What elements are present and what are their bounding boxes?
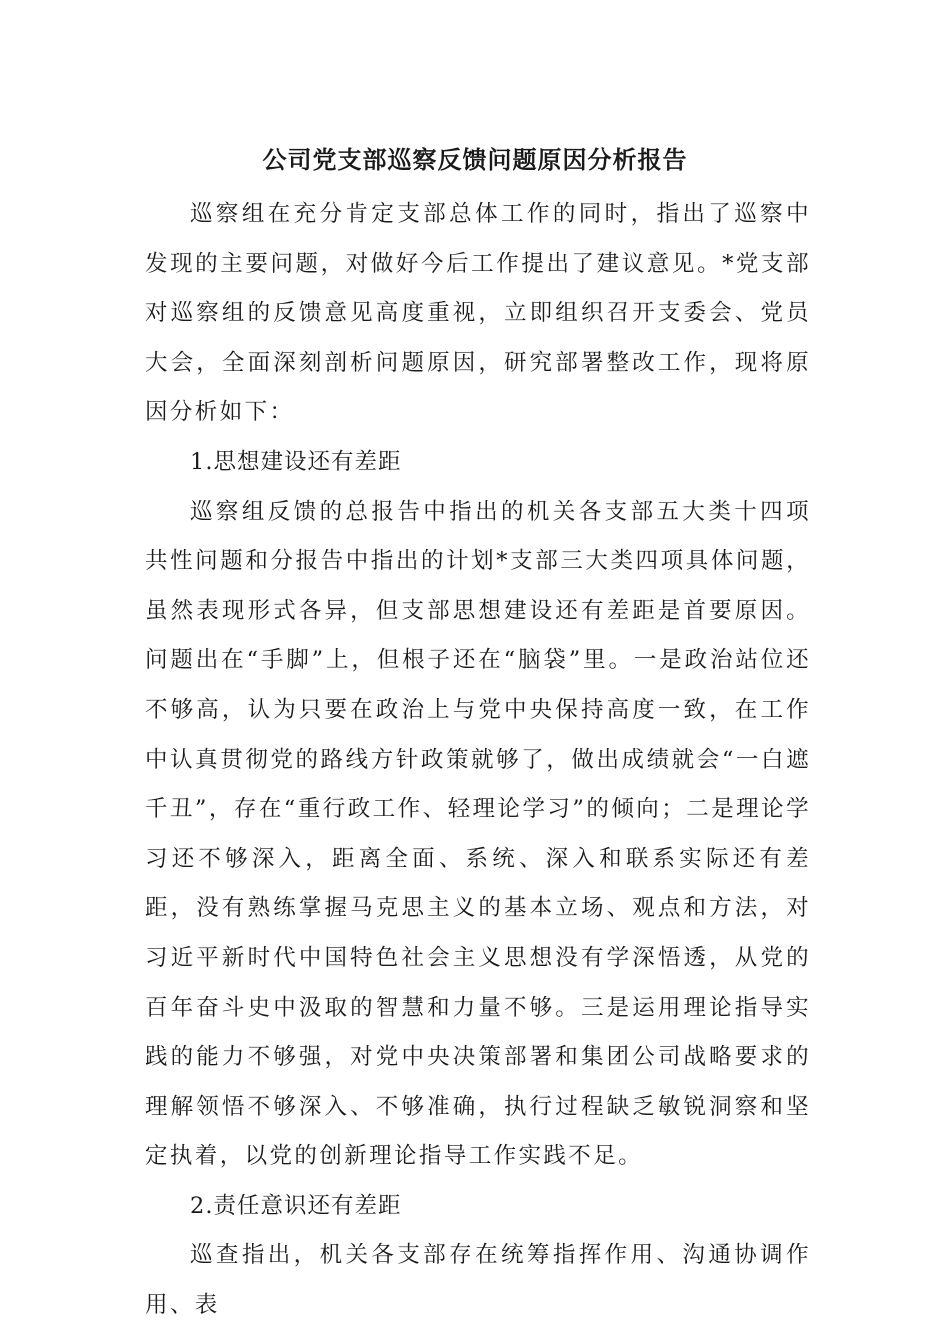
section-heading-2: 2.责任意识还有差距 bbox=[190, 1192, 402, 1219]
document-title: 公司党支部巡察反馈问题原因分析报告 bbox=[262, 145, 688, 174]
section-heading-1: 1.思想建设还有差距 bbox=[190, 448, 402, 475]
intro-paragraph: 巡察组在充分肯定支部总体工作的同时，指出了巡察中发现的主要问题，对做好今后工作提出了建议意见。*党支部对巡察组的反馈意见高度重视，立即组织召开支委会、党员大会，全面深刻剖析问题原因，研究部署整改工作，现将原因分析如下： bbox=[145, 201, 811, 426]
document-body bbox=[145, 190, 811, 1331]
section-1-paragraph: 巡察组反馈的总报告中指出的机关各支部五大类十四项共性问题和分报告中指出的计划*支部三大类四项具体问题，虽然表现形式各异，但支部思想建设还有差距是首要原因。问题出在“手脚”上，但根子还在“脑袋”里。一是政治站位还不够高，认为只要在政治上与党中央保持高度一致，在工作中认真贯彻党的路线方针政策就够了，做出成绩就会“一白遮千丑”，存在“重行政工作、轻理论学习”的倾向；二是理论学习还不够深入，距离全面、系统、深入和联系实际还有差距，没有熟练掌握马克思主义的基本立场、观点和方法，对习近平新时代中国特色社会主义思想没有学深悟透，从党的百年奋斗史中汲取的智慧和力量不够。三是运用理论指导实践的能力不够强，对党中央决策部署和集团公司战略要求的理解领悟不够深入、不够准确，执行过程缺乏敏锐洞察和坚定执着，以党的创新理论指导工作实践不足。 bbox=[145, 498, 811, 1170]
section-2-paragraph: 巡查指出，机关各支部存在统筹指挥作用、沟通协调作用、表 bbox=[145, 1242, 811, 1319]
